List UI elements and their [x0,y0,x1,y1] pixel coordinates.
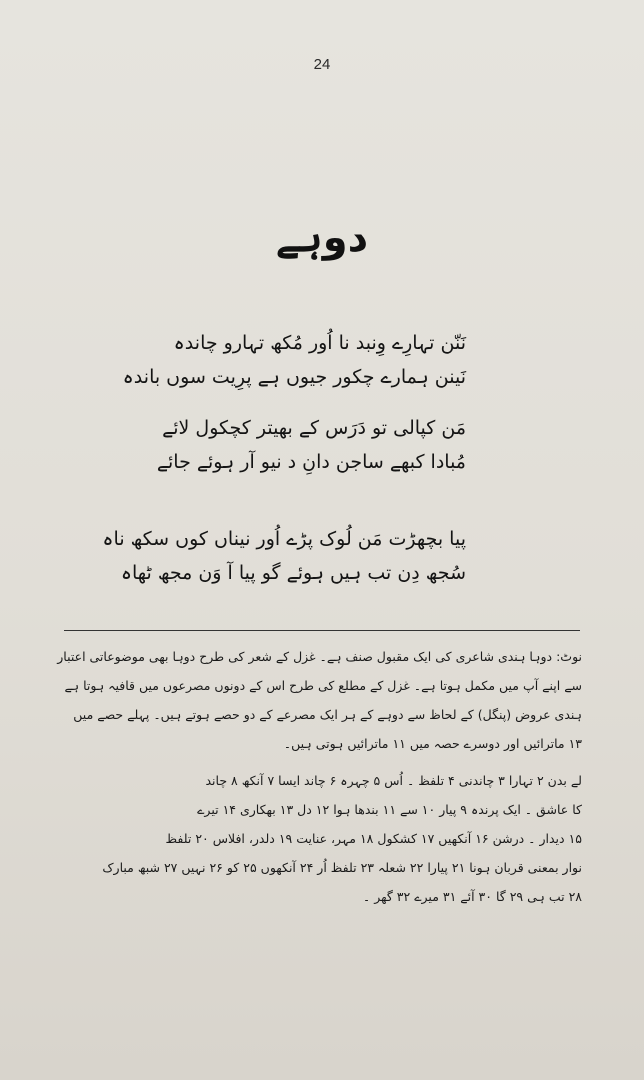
glossary-line: ۲۸ تب ہی ۲۹ گا ۳۰ آئے ۳۱ میرے ۳۲ گھر ۔ [362,889,582,904]
glossary-line: نوار بمعنی قربان ہونا ۲۱ پیارا ۲۲ شعلہ ۲۳ تلفظ اُر ۲۴ آنکھوں ۲۵ کو ۲۶ نہیں ۲۷ شبھ مبارک [102,860,582,875]
couplet [122,326,466,394]
footnotes [58,642,582,911]
verse-line: مَن کپالی تو دَرَس کے بھیتر کچکول لائے [162,417,466,439]
couplet [102,522,466,590]
verse-line: سُجھ دِن تب ہیں ہوئے گو پیا آ وَن مجھ ٹھاہ [120,562,466,584]
couplet [156,411,466,479]
section-heading: دوہے [275,215,369,261]
glossary-line: ۱۵ دیدار ۔ درشن ۱۶ آنکھیں ۱۷ کشکول ۱۸ مہر، عنایت ۱۹ دلدر، افلاس ۲۰ تلفظ [165,831,582,846]
verse-line: نَنّن تہارِے وِنبد نا اُور مُکھ تہارو چاندہ [173,332,466,354]
note-line: سے اپنے آپ میں مکمل ہوتا ہے۔ غزل کے مطلع کی طرح اس کے دونوں مصرعوں میں قافیہ ہوتا ہے [64,678,582,693]
glossary-line: کا عاشق ۔ ایک پرندہ ۹ پیار ۱۰ سے ۱۱ بندھا ہوا ۱۲ دل ۱۳ بھکاری ۱۴ تیرے [197,802,582,817]
verse-line: نَینن ہمارے چکور جیوں ہے پرِیت سوں باندہ [122,366,466,388]
verse-line: مُبادا کبھے ساجن دانِ د نیو آر ہوئے جائے [156,451,466,473]
footnote-divider [64,630,580,631]
glossary-line: لے بدن ۲ تہارا ۳ چاندنی ۴ تلفظ ۔ اُس ۵ چہرہ ۶ چاند ایسا ۷ آنکھ ۸ چاند [205,773,582,788]
note-line: ہندی عروض (پنگل) کے لحاظ سے دوہے کے ہر ایک مصرعے کے دو حصے ہوتے ہیں۔ پہلے حصے میں [73,707,582,722]
note-line: نوٹ: دوہا ہندی شاعری کی ایک مقبول صنف ہے۔ غزل کے شعر کی طرح دوہا بھی موضوعاتی اعتبار [57,649,582,664]
note-line: ۱۳ ماترائیں اور دوسرے حصہ میں ۱۱ ماترائیں ہوتی ہیں۔ [283,736,582,751]
verse-line: پیا بچھڑت مَن لُوک پڑے اُور نیناں کوں سکھ ناہ [102,528,466,550]
page-number: 24 [313,56,331,73]
